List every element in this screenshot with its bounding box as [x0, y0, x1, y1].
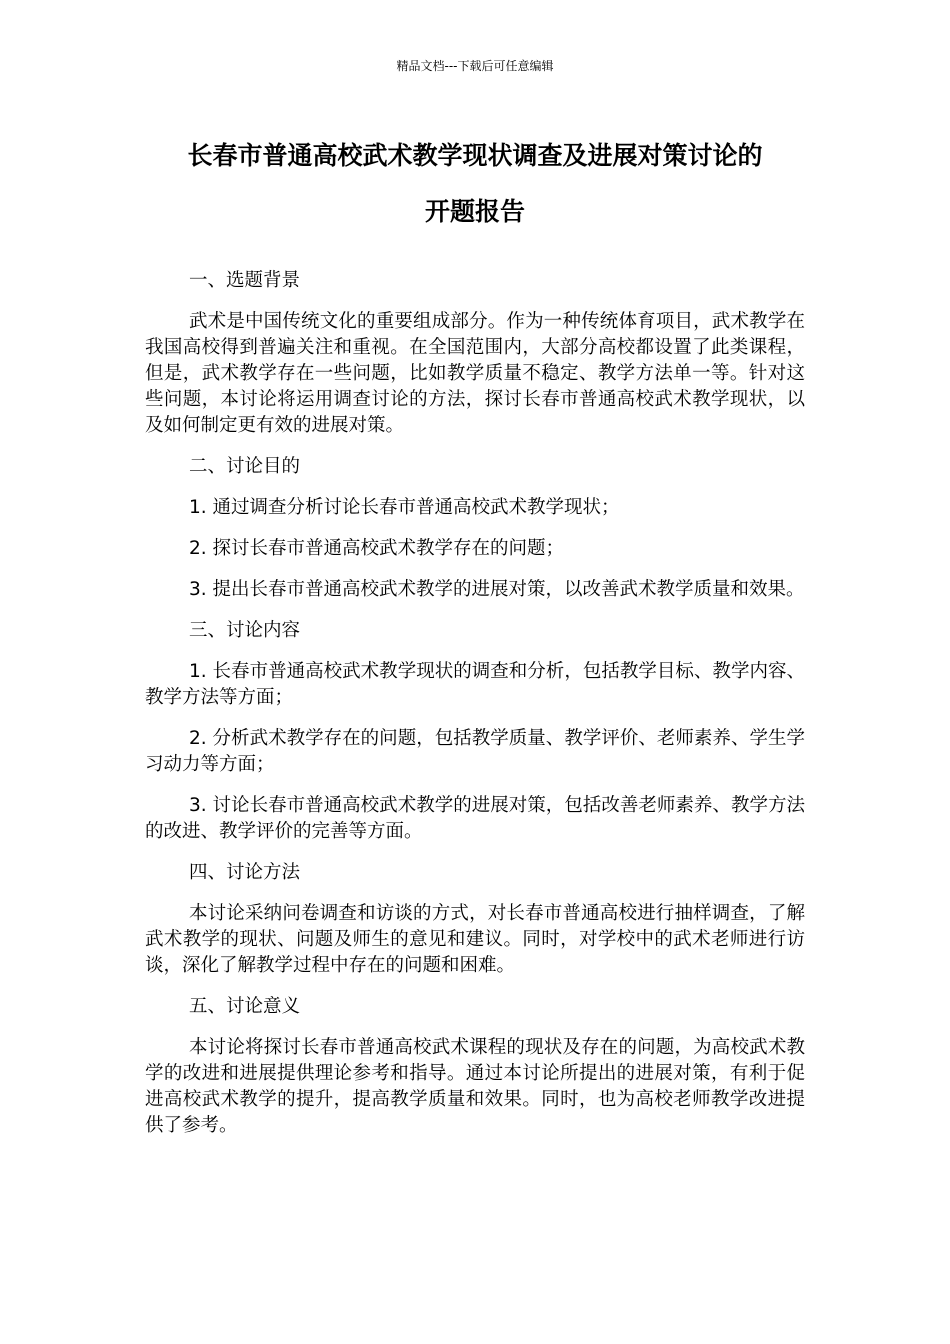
purpose-item-3: 3. 提出长春市普通高校武术教学的进展对策，以改善武术教学质量和效果。 — [189, 579, 805, 600]
purpose-item-1: 1. 通过调查分析讨论长春市普通高校武术教学现状； — [189, 497, 620, 518]
section-heading-significance: 五、讨论意义 — [189, 996, 301, 1017]
title-line-1: 长春市普通高校武术教学现状调查及进展对策讨论的 — [187, 141, 763, 170]
title-line-2: 开题报告 — [424, 197, 525, 226]
document-title — [145, 128, 805, 240]
section-heading-method: 四、讨论方法 — [189, 862, 301, 883]
paragraph-background: 武术是中国传统文化的重要组成部分。作为一种传统体育项目，武术教学在我国高校得到普遍关注和重视。在全国范围内，大部分高校都设置了此类课程，但是，武术教学存在一些问题，比如教学质量不稳定、教学方法单一等。针对这些问题，本讨论将运用调查讨论的方法，探讨长春市普通高校武术教学现状，以及如何制定更有效的进展对策。 — [145, 311, 805, 436]
section-heading-purpose: 二、讨论目的 — [189, 456, 301, 477]
purpose-item-2: 2. 探讨长春市普通高校武术教学存在的问题； — [189, 538, 565, 559]
content-item-3: 3. 讨论长春市普通高校武术教学的进展对策，包括改善老师素养、教学方法的改进、教学评价的完善等方面。 — [145, 795, 805, 842]
section-heading-content: 三、讨论内容 — [189, 620, 301, 641]
paragraph-method: 本讨论采纳问卷调查和访谈的方式，对长春市普通高校进行抽样调查，了解武术教学的现状、问题及师生的意见和建议。同时，对学校中的武术老师进行访谈，深化了解教学过程中存在的问题和困难。 — [145, 903, 805, 976]
section-heading-background: 一、选题背景 — [189, 270, 301, 291]
content-item-1: 1. 长春市普通高校武术教学现状的调查和分析，包括教学目标、教学内容、教学方法等方面； — [145, 661, 805, 708]
page-header-note: 精品文档---下载后可任意编辑 — [396, 59, 554, 73]
paragraph-significance: 本讨论将探讨长春市普通高校武术课程的现状及存在的问题，为高校武术教学的改进和进展提供理论参考和指导。通过本讨论所提出的进展对策，有利于促进高校武术教学的提升，提高教学质量和效果。同时，也为高校老师教学改进提供了参考。 — [145, 1037, 805, 1136]
document-body — [145, 268, 805, 1154]
content-item-2: 2. 分析武术教学存在的问题，包括教学质量、教学评价、老师素养、学生学习动力等方面； — [145, 728, 805, 775]
